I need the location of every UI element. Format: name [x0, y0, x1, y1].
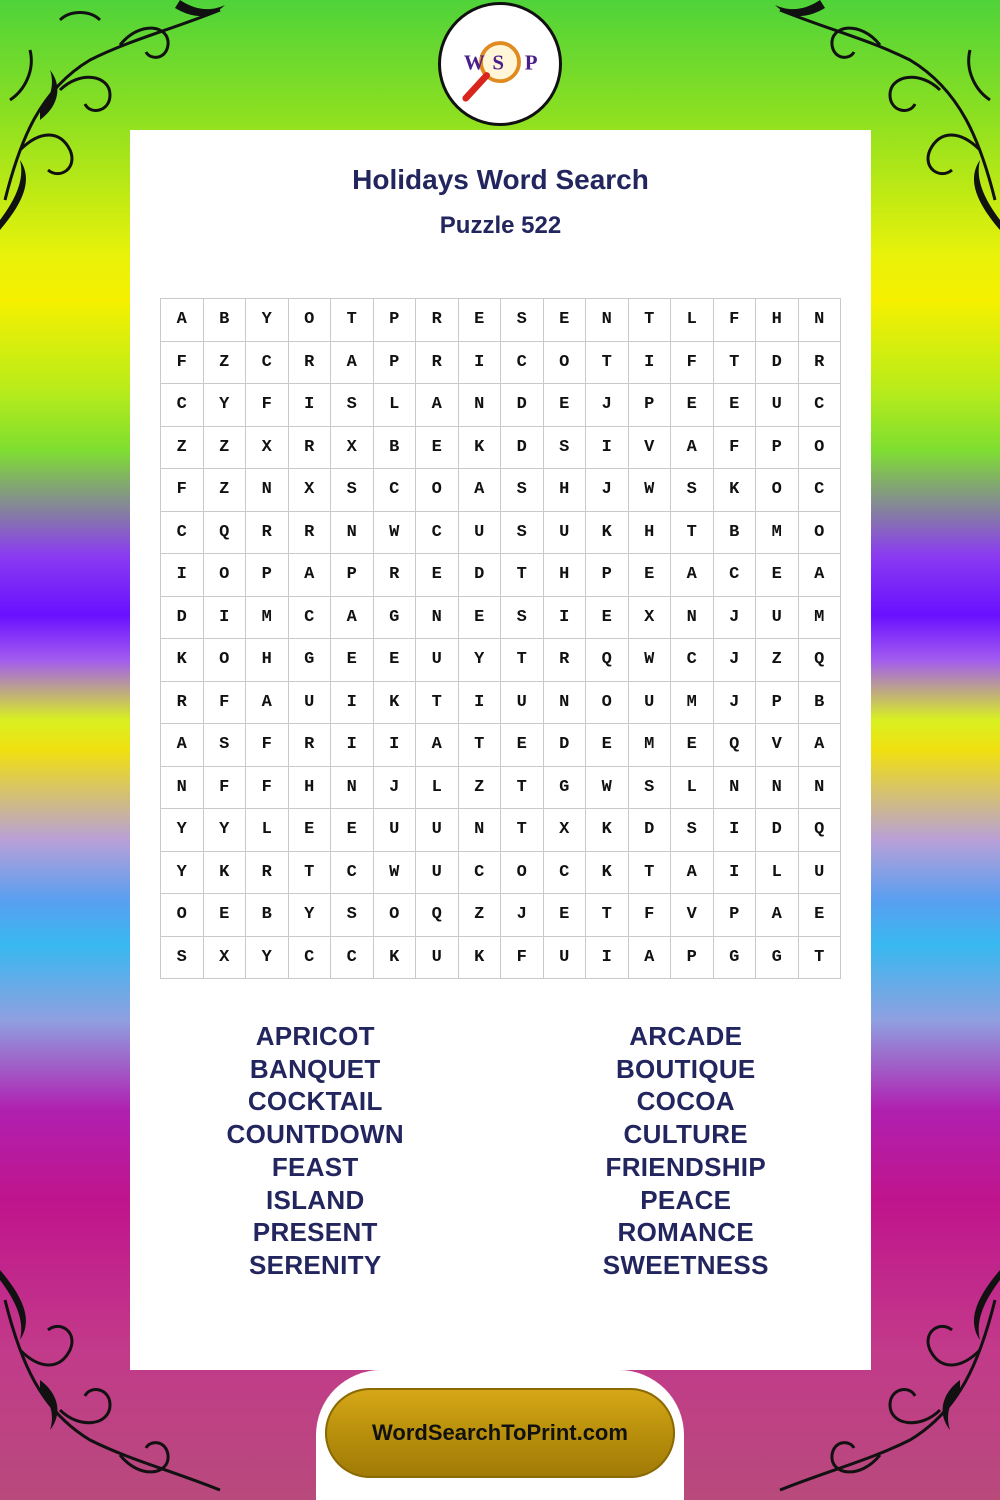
grid-cell[interactable]: J — [586, 384, 629, 427]
grid-cell[interactable]: Y — [289, 894, 332, 937]
grid-cell[interactable]: C — [331, 852, 374, 895]
grid-cell[interactable]: X — [331, 427, 374, 470]
grid-cell[interactable]: C — [799, 384, 842, 427]
grid-cell[interactable]: S — [629, 767, 672, 810]
grid-cell[interactable]: I — [204, 597, 247, 640]
grid-cell[interactable]: S — [501, 299, 544, 342]
grid-cell[interactable]: N — [416, 597, 459, 640]
grid-cell[interactable]: O — [544, 342, 587, 385]
grid-cell[interactable]: O — [204, 554, 247, 597]
grid-cell[interactable]: K — [374, 682, 417, 725]
grid-cell[interactable]: S — [501, 512, 544, 555]
grid-cell[interactable]: Y — [246, 937, 289, 980]
grid-cell[interactable]: L — [246, 809, 289, 852]
grid-cell[interactable]: Z — [204, 427, 247, 470]
grid-cell[interactable]: E — [799, 894, 842, 937]
grid-cell[interactable]: E — [331, 809, 374, 852]
grid-cell[interactable]: T — [586, 894, 629, 937]
grid-cell[interactable]: I — [586, 937, 629, 980]
grid-cell[interactable]: E — [714, 384, 757, 427]
grid-cell[interactable]: T — [629, 299, 672, 342]
grid-cell[interactable]: U — [374, 809, 417, 852]
grid-cell[interactable]: F — [671, 342, 714, 385]
grid-cell[interactable]: D — [544, 724, 587, 767]
grid-cell[interactable]: F — [714, 299, 757, 342]
grid-cell[interactable]: H — [289, 767, 332, 810]
word-list-item: SWEETNESS — [602, 1249, 769, 1280]
grid-cell[interactable]: G — [289, 639, 332, 682]
grid-cell[interactable]: U — [756, 384, 799, 427]
grid-cell[interactable]: V — [756, 724, 799, 767]
magnifier-icon — [441, 5, 559, 123]
grid-cell[interactable]: E — [544, 299, 587, 342]
grid-cell[interactable]: A — [161, 724, 204, 767]
grid-cell[interactable]: O — [799, 427, 842, 470]
grid-cell[interactable]: A — [161, 299, 204, 342]
grid-cell[interactable]: E — [501, 724, 544, 767]
grid-cell[interactable]: U — [459, 512, 502, 555]
logo-letter-w: W — [463, 50, 485, 75]
grid-cell[interactable]: F — [246, 724, 289, 767]
letter-grid[interactable] — [160, 298, 841, 979]
grid-cell[interactable]: T — [671, 512, 714, 555]
grid-cell[interactable]: Q — [204, 512, 247, 555]
grid-cell[interactable]: E — [289, 809, 332, 852]
grid-cell[interactable]: E — [544, 894, 587, 937]
word-list — [130, 1020, 871, 1282]
grid-cell[interactable]: D — [756, 809, 799, 852]
grid-cell[interactable]: J — [714, 639, 757, 682]
grid-cell[interactable]: M — [671, 682, 714, 725]
grid-cell[interactable]: E — [416, 554, 459, 597]
grid-cell[interactable]: I — [161, 554, 204, 597]
grid-cell[interactable]: I — [714, 852, 757, 895]
grid-cell[interactable]: O — [161, 894, 204, 937]
grid-cell[interactable]: Z — [204, 469, 247, 512]
grid-cell[interactable]: C — [161, 384, 204, 427]
grid-cell[interactable]: L — [374, 384, 417, 427]
grid-cell[interactable]: L — [756, 852, 799, 895]
grid-cell[interactable]: Y — [161, 852, 204, 895]
grid-cell[interactable]: J — [586, 469, 629, 512]
grid-cell[interactable]: E — [416, 427, 459, 470]
grid-cell[interactable]: I — [374, 724, 417, 767]
word-list-item: ISLAND — [265, 1184, 365, 1215]
grid-cell[interactable]: D — [501, 427, 544, 470]
grid-cell[interactable]: R — [416, 342, 459, 385]
grid-cell[interactable]: P — [756, 682, 799, 725]
grid-cell[interactable]: Y — [459, 639, 502, 682]
grid-cell[interactable]: O — [586, 682, 629, 725]
grid-cell[interactable]: C — [501, 342, 544, 385]
grid-cell[interactable]: P — [756, 427, 799, 470]
grid-cell[interactable]: E — [629, 554, 672, 597]
grid-cell[interactable]: T — [501, 809, 544, 852]
grid-cell[interactable]: P — [246, 554, 289, 597]
grid-cell[interactable]: N — [544, 682, 587, 725]
grid-cell[interactable]: N — [714, 767, 757, 810]
grid-cell[interactable]: S — [161, 937, 204, 980]
grid-cell[interactable]: K — [204, 852, 247, 895]
grid-cell[interactable]: T — [459, 724, 502, 767]
grid-cell[interactable]: C — [289, 597, 332, 640]
grid-cell[interactable]: B — [799, 682, 842, 725]
word-list-item: PRESENT — [252, 1217, 378, 1248]
grid-cell[interactable]: D — [756, 342, 799, 385]
grid-cell[interactable]: N — [756, 767, 799, 810]
grid-cell[interactable]: T — [799, 937, 842, 980]
grid-cell[interactable]: R — [416, 299, 459, 342]
grid-cell[interactable]: X — [544, 809, 587, 852]
grid-cell[interactable]: Q — [799, 809, 842, 852]
grid-cell[interactable]: R — [246, 512, 289, 555]
grid-cell[interactable]: R — [374, 554, 417, 597]
grid-cell[interactable]: J — [501, 894, 544, 937]
grid-cell[interactable]: R — [289, 342, 332, 385]
grid-cell[interactable]: I — [459, 682, 502, 725]
grid-cell[interactable]: M — [246, 597, 289, 640]
grid-cell[interactable]: Y — [246, 299, 289, 342]
grid-cell[interactable]: R — [161, 682, 204, 725]
grid-cell[interactable]: R — [246, 852, 289, 895]
grid-cell[interactable]: E — [459, 299, 502, 342]
grid-cell[interactable]: U — [289, 682, 332, 725]
grid-cell[interactable]: I — [629, 342, 672, 385]
grid-cell[interactable]: G — [544, 767, 587, 810]
grid-cell[interactable]: C — [331, 937, 374, 980]
grid-cell[interactable]: I — [714, 809, 757, 852]
grid-cell[interactable]: K — [459, 427, 502, 470]
grid-cell[interactable]: E — [586, 597, 629, 640]
grid-cell[interactable]: Y — [204, 384, 247, 427]
grid-cell[interactable]: M — [799, 597, 842, 640]
grid-cell[interactable]: U — [416, 809, 459, 852]
grid-cell[interactable]: T — [629, 852, 672, 895]
grid-cell[interactable]: F — [501, 937, 544, 980]
grid-cell[interactable]: U — [799, 852, 842, 895]
grid-cell[interactable]: P — [671, 937, 714, 980]
site-logo[interactable] — [438, 2, 562, 126]
grid-cell[interactable]: L — [416, 767, 459, 810]
word-list-item: BANQUET — [249, 1053, 381, 1084]
grid-cell[interactable]: H — [629, 512, 672, 555]
grid-cell[interactable]: F — [246, 384, 289, 427]
grid-cell[interactable]: K — [586, 512, 629, 555]
word-list-right — [501, 1020, 872, 1282]
grid-cell[interactable]: I — [331, 724, 374, 767]
grid-cell[interactable]: P — [629, 384, 672, 427]
grid-cell[interactable]: Q — [416, 894, 459, 937]
grid-cell[interactable]: A — [416, 384, 459, 427]
grid-cell[interactable]: H — [544, 469, 587, 512]
grid-cell[interactable]: M — [629, 724, 672, 767]
grid-cell[interactable]: A — [331, 342, 374, 385]
grid-cell[interactable]: Z — [204, 342, 247, 385]
grid-cell[interactable]: U — [501, 682, 544, 725]
grid-cell[interactable]: Z — [459, 894, 502, 937]
grid-cell[interactable]: V — [629, 427, 672, 470]
grid-cell[interactable]: D — [501, 384, 544, 427]
grid-cell[interactable]: K — [161, 639, 204, 682]
grid-cell[interactable]: E — [459, 597, 502, 640]
grid-cell[interactable]: J — [374, 767, 417, 810]
grid-cell[interactable]: J — [714, 682, 757, 725]
grid-cell[interactable]: Q — [714, 724, 757, 767]
grid-cell[interactable]: F — [629, 894, 672, 937]
grid-cell[interactable]: R — [289, 427, 332, 470]
grid-cell[interactable]: C — [161, 512, 204, 555]
grid-cell[interactable]: A — [799, 724, 842, 767]
grid-cell[interactable]: C — [799, 469, 842, 512]
grid-cell[interactable]: S — [671, 809, 714, 852]
grid-cell[interactable]: U — [416, 639, 459, 682]
grid-cell[interactable]: T — [501, 554, 544, 597]
grid-cell[interactable]: Y — [161, 809, 204, 852]
word-list-item: ARCADE — [629, 1021, 743, 1051]
logo-letter-s: S — [492, 50, 505, 75]
grid-cell[interactable]: X — [204, 937, 247, 980]
grid-cell[interactable]: A — [799, 554, 842, 597]
grid-cell[interactable]: A — [289, 554, 332, 597]
grid-cell[interactable]: F — [204, 767, 247, 810]
grid-cell[interactable]: W — [586, 767, 629, 810]
grid-cell[interactable]: U — [629, 682, 672, 725]
grid-cell[interactable]: A — [331, 597, 374, 640]
grid-cell[interactable]: O — [416, 469, 459, 512]
grid-cell[interactable]: A — [629, 937, 672, 980]
word-list-item: COCOA — [636, 1086, 735, 1117]
grid-cell[interactable]: X — [246, 427, 289, 470]
puzzle-number: Puzzle 522 — [439, 212, 562, 239]
grid-cell[interactable]: Y — [204, 809, 247, 852]
grid-cell[interactable]: Z — [756, 639, 799, 682]
grid-cell[interactable]: E — [374, 639, 417, 682]
grid-cell[interactable]: A — [246, 682, 289, 725]
grid-cell[interactable]: O — [756, 469, 799, 512]
grid-cell[interactable]: E — [671, 724, 714, 767]
grid-cell[interactable]: P — [714, 894, 757, 937]
grid-cell[interactable]: R — [289, 512, 332, 555]
grid-cell[interactable]: P — [586, 554, 629, 597]
grid-cell[interactable]: R — [544, 639, 587, 682]
word-list-item: COUNTDOWN — [226, 1119, 404, 1150]
puzzle-panel — [130, 130, 871, 1370]
word-list-item: APRICOT — [255, 1021, 375, 1051]
grid-cell[interactable]: O — [289, 299, 332, 342]
grid-cell[interactable]: E — [204, 894, 247, 937]
grid-cell[interactable]: N — [459, 384, 502, 427]
grid-cell[interactable]: F — [246, 767, 289, 810]
grid-cell[interactable]: L — [671, 299, 714, 342]
grid-cell[interactable]: C — [544, 852, 587, 895]
grid-cell[interactable]: H — [544, 554, 587, 597]
grid-cell[interactable]: X — [289, 469, 332, 512]
grid-cell[interactable]: K — [586, 809, 629, 852]
grid-cell[interactable]: O — [501, 852, 544, 895]
grid-cell[interactable]: F — [161, 469, 204, 512]
grid-cell[interactable]: I — [544, 597, 587, 640]
word-list-left — [130, 1020, 501, 1282]
grid-cell[interactable]: G — [374, 597, 417, 640]
grid-cell[interactable]: U — [416, 852, 459, 895]
grid-cell[interactable]: A — [671, 554, 714, 597]
grid-cell[interactable]: N — [586, 299, 629, 342]
grid-cell[interactable]: C — [416, 512, 459, 555]
grid-cell[interactable]: S — [501, 597, 544, 640]
grid-cell[interactable]: O — [204, 639, 247, 682]
word-list-item: SERENITY — [249, 1249, 382, 1280]
word-list-item: BOUTIQUE — [615, 1053, 756, 1084]
grid-cell[interactable]: L — [671, 767, 714, 810]
grid-cell[interactable]: C — [459, 852, 502, 895]
grid-cell[interactable]: N — [161, 767, 204, 810]
grid-cell[interactable]: F — [161, 342, 204, 385]
grid-cell[interactable]: K — [374, 937, 417, 980]
grid-cell[interactable]: T — [331, 299, 374, 342]
grid-cell[interactable]: T — [586, 342, 629, 385]
site-link-button[interactable]: WordSearchToPrint.com — [325, 1388, 675, 1478]
grid-cell[interactable]: U — [756, 597, 799, 640]
grid-cell[interactable]: E — [544, 384, 587, 427]
grid-cell[interactable]: G — [756, 937, 799, 980]
grid-cell[interactable]: B — [204, 299, 247, 342]
grid-cell[interactable]: T — [501, 639, 544, 682]
grid-cell[interactable]: C — [246, 342, 289, 385]
grid-cell[interactable]: A — [671, 852, 714, 895]
grid-cell[interactable]: U — [416, 937, 459, 980]
grid-cell[interactable]: N — [799, 299, 842, 342]
grid-cell[interactable]: C — [374, 469, 417, 512]
grid-cell[interactable]: B — [374, 427, 417, 470]
grid-cell[interactable]: S — [501, 469, 544, 512]
grid-cell[interactable]: E — [331, 639, 374, 682]
grid-cell[interactable]: R — [289, 724, 332, 767]
grid-cell[interactable]: S — [331, 384, 374, 427]
grid-cell[interactable]: F — [714, 427, 757, 470]
grid-cell[interactable]: D — [459, 554, 502, 597]
grid-cell[interactable]: N — [799, 767, 842, 810]
grid-cell[interactable]: C — [671, 639, 714, 682]
grid-cell[interactable]: N — [671, 597, 714, 640]
grid-cell[interactable]: O — [799, 512, 842, 555]
grid-cell[interactable]: I — [331, 682, 374, 725]
grid-cell[interactable]: A — [459, 469, 502, 512]
grid-cell[interactable]: Z — [161, 427, 204, 470]
grid-cell[interactable]: K — [714, 469, 757, 512]
grid-cell[interactable]: H — [756, 299, 799, 342]
grid-cell[interactable]: E — [756, 554, 799, 597]
grid-cell[interactable]: R — [799, 342, 842, 385]
grid-cell[interactable]: C — [289, 937, 332, 980]
grid-cell[interactable]: D — [629, 809, 672, 852]
grid-cell[interactable]: I — [459, 342, 502, 385]
grid-cell[interactable]: P — [331, 554, 374, 597]
grid-cell[interactable]: Q — [586, 639, 629, 682]
grid-cell[interactable]: X — [629, 597, 672, 640]
word-list-item: COCKTAIL — [247, 1086, 383, 1117]
grid-cell[interactable]: K — [586, 852, 629, 895]
word-list-item: ROMANCE — [617, 1217, 754, 1248]
grid-cell[interactable]: W — [374, 852, 417, 895]
grid-cell[interactable]: T — [416, 682, 459, 725]
grid-cell[interactable]: N — [331, 512, 374, 555]
word-list-item: FEAST — [271, 1151, 359, 1182]
grid-cell[interactable]: W — [629, 469, 672, 512]
grid-cell[interactable]: Q — [799, 639, 842, 682]
grid-cell[interactable]: M — [756, 512, 799, 555]
grid-cell[interactable]: I — [586, 427, 629, 470]
grid-cell[interactable]: N — [246, 469, 289, 512]
grid-cell[interactable]: F — [204, 682, 247, 725]
grid-cell[interactable]: U — [544, 512, 587, 555]
grid-cell[interactable]: N — [331, 767, 374, 810]
logo-letter-p: P — [524, 50, 538, 75]
grid-cell[interactable]: E — [671, 384, 714, 427]
grid-cell[interactable]: N — [459, 809, 502, 852]
grid-cell[interactable]: S — [671, 469, 714, 512]
grid-cell[interactable]: D — [161, 597, 204, 640]
grid-cell[interactable]: B — [246, 894, 289, 937]
grid-cell[interactable]: B — [714, 512, 757, 555]
grid-cell[interactable]: K — [459, 937, 502, 980]
grid-cell[interactable]: G — [714, 937, 757, 980]
grid-cell[interactable]: H — [246, 639, 289, 682]
grid-cell[interactable]: V — [671, 894, 714, 937]
word-list-item: PEACE — [640, 1184, 732, 1215]
grid-cell[interactable]: A — [416, 724, 459, 767]
word-list-item: CULTURE — [623, 1119, 748, 1150]
grid-cell[interactable]: U — [544, 937, 587, 980]
grid-cell[interactable]: T — [501, 767, 544, 810]
grid-cell[interactable]: A — [756, 894, 799, 937]
page-title: Holidays Word Search — [352, 164, 649, 195]
word-list-item: FRIENDSHIP — [605, 1151, 766, 1182]
grid-cell[interactable]: W — [629, 639, 672, 682]
grid-cell[interactable]: S — [331, 894, 374, 937]
grid-cell[interactable]: C — [714, 554, 757, 597]
grid-cell[interactable]: T — [289, 852, 332, 895]
grid-cell[interactable]: P — [374, 299, 417, 342]
grid-cell[interactable]: A — [671, 427, 714, 470]
grid-cell[interactable]: S — [204, 724, 247, 767]
grid-cell[interactable]: J — [714, 597, 757, 640]
grid-cell[interactable]: T — [714, 342, 757, 385]
grid-cell[interactable]: W — [374, 512, 417, 555]
grid-cell[interactable]: O — [374, 894, 417, 937]
grid-cell[interactable]: S — [331, 469, 374, 512]
grid-cell[interactable]: P — [374, 342, 417, 385]
grid-cell[interactable]: Z — [459, 767, 502, 810]
grid-cell[interactable]: S — [544, 427, 587, 470]
grid-cell[interactable]: E — [586, 724, 629, 767]
grid-cell[interactable]: I — [289, 384, 332, 427]
